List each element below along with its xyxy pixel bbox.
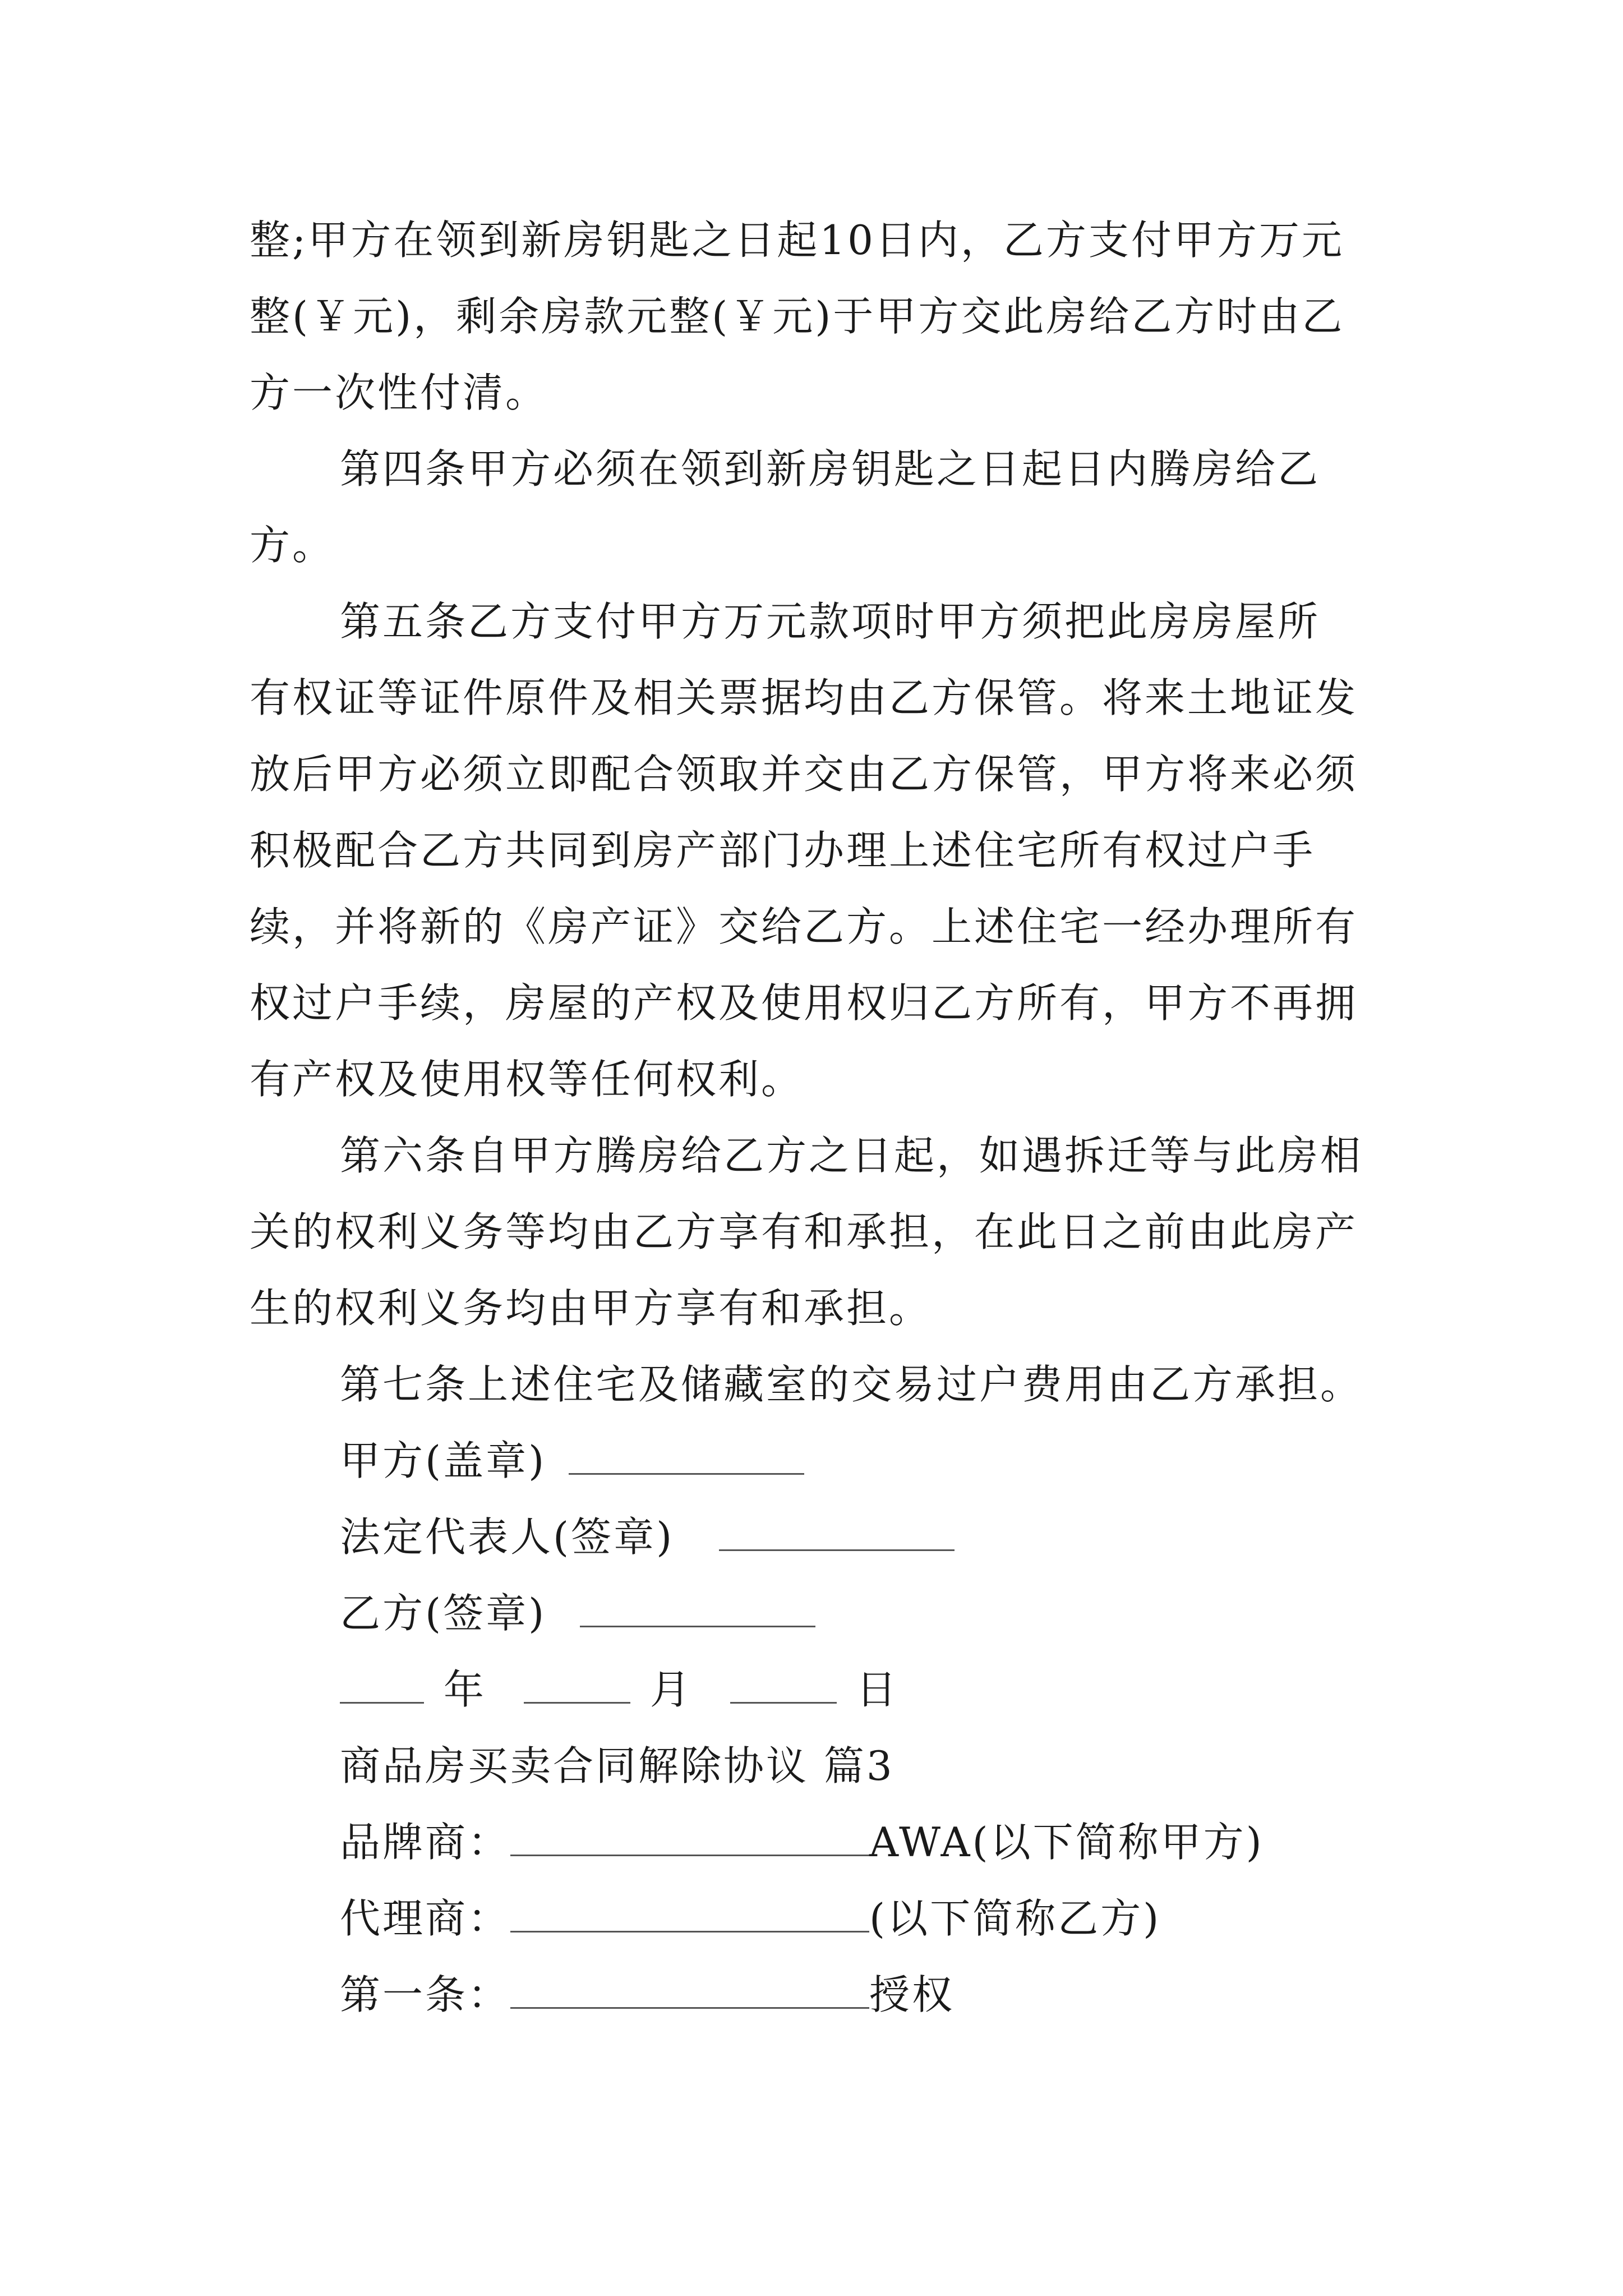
- year-blank[interactable]: [340, 1673, 424, 1704]
- signature-blank[interactable]: [580, 1596, 815, 1627]
- year-label: 年: [443, 1666, 486, 1713]
- text-line: 整(￥元)，剩余房款元整(￥元)于甲方交此房给乙方时由乙: [250, 293, 1345, 340]
- text-line: 续，并将新的《房产证》交给乙方。上述住宅一经办理所有: [250, 903, 1358, 950]
- brand-blank[interactable]: [510, 1825, 869, 1856]
- text-line: 方。: [250, 522, 335, 569]
- paragraph-article-6: 第六条自甲方腾房给乙方之日起，如遇拆迁等与此房相: [340, 1132, 1363, 1179]
- text-line: 积极配合乙方共同到房产部门办理上述住宅所有权过户手: [250, 827, 1316, 874]
- text-line: 有权证等证件原件及相关票据均由乙方保管。将来土地证发: [250, 674, 1358, 721]
- month-label: 月: [649, 1666, 693, 1713]
- signature-party-b: [340, 1591, 820, 1636]
- date-line: [340, 1667, 899, 1712]
- paragraph-article-7: 第七条上述住宅及储藏室的交易过户费用由乙方承担。: [340, 1361, 1363, 1408]
- paragraph-article-5: 第五条乙方支付甲方万元款项时甲方须把此房房屋所: [340, 598, 1321, 645]
- brand-suffix: AWA(以下简称甲方): [869, 1819, 1264, 1866]
- signature-label: 法定代表人(签章): [340, 1513, 675, 1561]
- text-line: 有产权及使用权等任何权利。: [250, 1056, 804, 1103]
- section-title: 商品房买卖合同解除协议 篇3: [340, 1742, 895, 1789]
- article-1-label: 第一条：: [340, 1971, 511, 2018]
- agent-blank[interactable]: [510, 1902, 869, 1932]
- signature-label: 甲方(盖章): [340, 1437, 547, 1484]
- text-line: 整;甲方在领到新房钥匙之日起10日内，乙方支付甲方万元: [250, 217, 1344, 264]
- agent-label: 代理商：: [340, 1895, 511, 1942]
- text-line: 放后甲方必须立即配合领取并交由乙方保管，甲方将来必须: [250, 751, 1358, 798]
- signature-label: 乙方(签章): [340, 1590, 547, 1637]
- month-blank[interactable]: [524, 1673, 630, 1704]
- article-1-line: [340, 1972, 955, 2017]
- paragraph-article-4: 第四条甲方必须在领到新房钥匙之日起日内腾房给乙: [340, 445, 1321, 493]
- signature-party-a: [340, 1438, 809, 1483]
- article-1-blank[interactable]: [510, 1978, 869, 2009]
- agent-suffix: (以下简称乙方): [869, 1895, 1161, 1942]
- text-line: 权过户手续，房屋的产权及使用权归乙方所有，甲方不再拥: [250, 979, 1358, 1027]
- day-blank[interactable]: [730, 1673, 837, 1704]
- brand-line: [340, 1820, 1264, 1865]
- signature-legal-rep: [340, 1515, 959, 1559]
- signature-blank[interactable]: [569, 1444, 804, 1475]
- brand-label: 品牌商：: [340, 1819, 511, 1866]
- day-label: 日: [856, 1666, 899, 1713]
- text-line: 关的权利义务等均由乙方享有和承担，在此日之前由此房产: [250, 1208, 1358, 1255]
- text-line: 方一次性付清。: [250, 369, 548, 416]
- signature-blank[interactable]: [719, 1520, 955, 1551]
- text-line: 生的权利义务均由甲方享有和承担。: [250, 1285, 932, 1332]
- agent-line: [340, 1896, 1161, 1941]
- article-1-suffix: 授权: [869, 1971, 955, 2018]
